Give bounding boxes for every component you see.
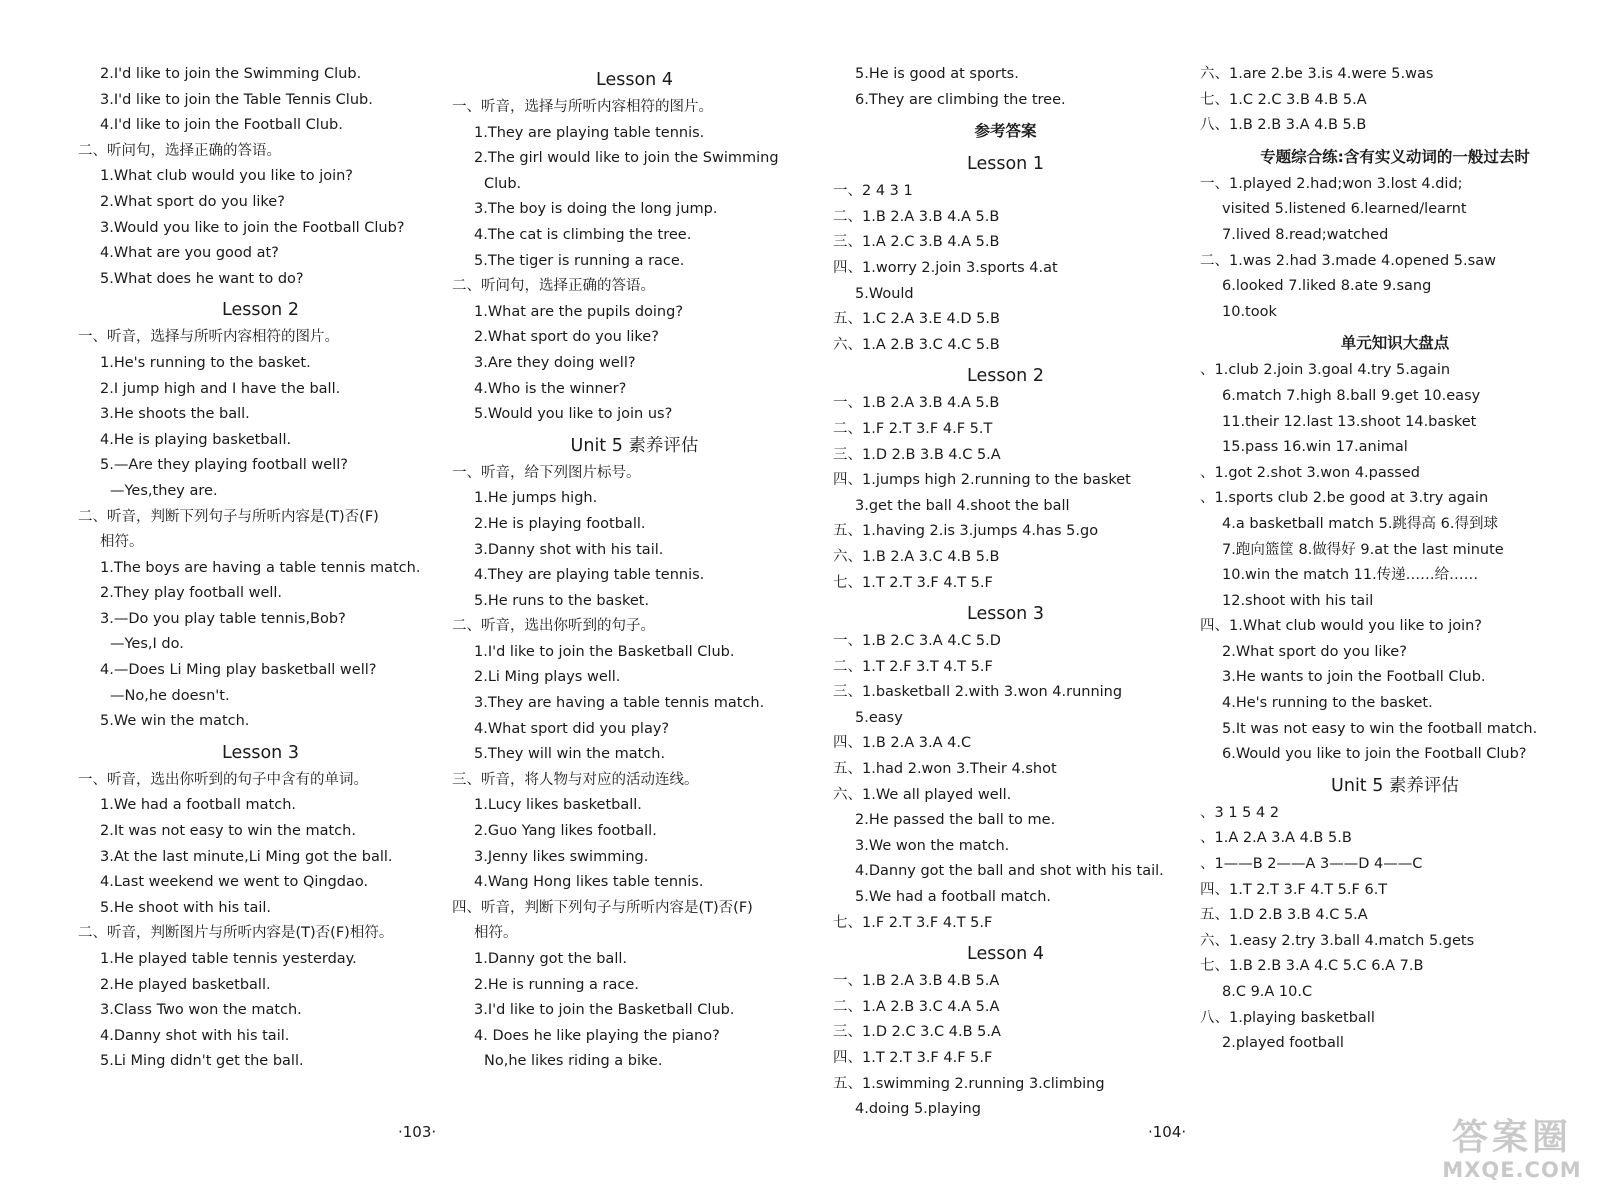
text-line: 4.I'd like to join the Football Club.	[100, 117, 343, 134]
text-line: 五、1.having 2.is 3.jumps 4.has 5.go	[833, 523, 1099, 540]
text-line: 4.Danny got the ball and shot with his tail.	[855, 863, 1164, 880]
text-line: 八、1.playing basketball	[1200, 1009, 1375, 1026]
text-line: 4.—Does Li Ming play basketball well?	[100, 662, 377, 679]
watermark-logo	[1432, 1118, 1592, 1198]
text-line: 、1.club 2.join 3.goal 4.try 5.again	[1200, 362, 1451, 379]
text-line: 二、听音，判断下列句子与所听内容是(T)否(F)	[78, 508, 379, 525]
text-line: 、1.sports club 2.be good at 3.try again	[1200, 490, 1489, 507]
text-line: 、1——B 2——A 3——D 4——C	[1200, 856, 1423, 873]
text-line: 3.At the last minute,Li Ming got the ball.	[100, 848, 393, 865]
text-line: 7.lived 8.read;watched	[1222, 226, 1389, 243]
text-line: 3.Jenny likes swimming.	[474, 848, 649, 865]
page-104-column-right	[1200, 62, 1590, 1057]
text-line: 二、1.A 2.B 3.C 4.A 5.A	[833, 998, 1000, 1015]
page-number-right: ·104·	[1148, 1123, 1187, 1141]
text-line: 2.What sport do you like?	[474, 329, 659, 346]
text-line: 2.He is running a race.	[474, 976, 639, 993]
text-line: 一、2 4 3 1	[833, 183, 913, 200]
section-heading: Lesson 2	[222, 300, 299, 321]
text-line: 1.He's running to the basket.	[100, 354, 311, 371]
text-line: 1.What are the pupils doing?	[474, 303, 684, 320]
text-line: 二、1.was 2.had 3.made 4.opened 5.saw	[1200, 252, 1496, 269]
text-line: 1.Danny got the ball.	[474, 951, 627, 967]
text-line: 一、1.B 2.C 3.A 4.C 5.D	[833, 633, 1001, 650]
text-line: 6.looked 7.liked 8.ate 9.sang	[1222, 278, 1432, 295]
section-heading: Lesson 3	[222, 742, 299, 763]
text-line: 15.pass 16.win 17.animal	[1222, 439, 1408, 456]
text-line: 2.He passed the ball to me.	[855, 812, 1056, 829]
section-heading: Lesson 2	[967, 366, 1044, 387]
text-line: 2.He played basketball.	[100, 976, 271, 993]
text-line: 一、听音，选择与所听内容相符的图片。	[78, 329, 339, 346]
text-line: 5.easy	[855, 709, 903, 726]
text-line: 4.Who is the winner?	[474, 380, 627, 397]
text-line: 4.What are you good at?	[100, 245, 279, 262]
text-line: 一、听音，给下列图片标号。	[452, 464, 641, 481]
text-line: 1.We had a football match.	[100, 797, 296, 814]
text-line: 4.Danny shot with his tail.	[100, 1027, 290, 1044]
text-line: 5.Would you like to join us?	[474, 406, 673, 423]
page-103-column-right	[452, 62, 817, 1075]
text-line: 2.The girl would like to join the Swimming	[474, 150, 779, 167]
text-line: 七、1.T 2.T 3.F 4.T 5.F	[833, 574, 993, 591]
text-line: 、3 1 5 4 2	[1200, 804, 1280, 821]
text-line: 一、1.played 2.had;won 3.lost 4.did;	[1200, 175, 1463, 192]
watermark-sub-text: MXQE.COM	[1442, 1158, 1582, 1182]
text-line: 4.What sport did you play?	[474, 720, 670, 737]
text-line: 三、听音，将人物与对应的活动连线。	[452, 771, 699, 788]
text-line: 二、听音，选出你听到的句子。	[452, 618, 655, 635]
text-line: 5.Li Ming didn't get the ball.	[100, 1053, 304, 1070]
text-line: 、1.A 2.A 3.A 4.B 5.B	[1200, 830, 1352, 847]
text-line: 2.What sport do you like?	[100, 193, 285, 210]
text-line: 三、1.D 2.C 3.C 4.B 5.A	[833, 1024, 1001, 1041]
text-line: 二、听问句，选择正确的答语。	[452, 278, 655, 295]
text-line: 1.He played table tennis yesterday.	[100, 951, 357, 967]
text-line: 5.The tiger is running a race.	[474, 252, 685, 269]
text-line: 5.—Are they playing football well?	[100, 457, 348, 474]
text-line: No,he likes riding a bike.	[484, 1053, 663, 1070]
text-line: 10.win the match 11.传递……给……	[1222, 567, 1479, 584]
text-line: 二、1.B 2.A 3.B 4.A 5.B	[833, 208, 1000, 225]
text-line: 二、听问句，选择正确的答语。	[78, 142, 281, 159]
text-line: 4.doing 5.playing	[855, 1101, 981, 1118]
text-line: 11.their 12.last 13.shoot 14.basket	[1222, 413, 1477, 430]
text-line: 四、1.T 2.T 3.F 4.F 5.F	[833, 1050, 993, 1066]
text-line: 八、1.B 2.B 3.A 4.B 5.B	[1200, 117, 1367, 134]
text-line: 四、1.What club would you like to join?	[1200, 618, 1483, 635]
text-line: 一、1.B 2.A 3.B 4.A 5.B	[833, 395, 1000, 412]
text-line: 3.Would you like to join the Football Club?	[100, 219, 405, 236]
text-line: 六、1.We all played well.	[833, 786, 1012, 803]
text-line: 5.Would	[855, 285, 914, 302]
text-line: 10.took	[1222, 303, 1277, 320]
text-line: 二、1.T 2.F 3.T 4.T 5.F	[833, 658, 993, 675]
text-line: 3.—Do you play table tennis,Bob?	[100, 610, 346, 627]
text-line: 3.get the ball 4.shoot the ball	[855, 497, 1070, 514]
text-line: 3.The boy is doing the long jump.	[474, 201, 718, 218]
text-line: 2.I jump high and I have the ball.	[100, 380, 341, 397]
text-line: 五、1.D 2.B 3.B 4.C 5.A	[1200, 907, 1368, 924]
text-line: 4.Last weekend we went to Qingdao.	[100, 874, 369, 891]
text-line: 四、1.T 2.T 3.F 4.T 5.F 6.T	[1200, 881, 1388, 898]
text-line: 七、1.F 2.T 3.F 4.T 5.F	[833, 914, 993, 931]
text-line: 一、听音，选择与所听内容相符的图片。	[452, 99, 713, 115]
text-line: 6.match 7.high 8.ball 9.get 10.easy	[1222, 387, 1481, 404]
text-line: 12.shoot with his tail	[1222, 592, 1374, 609]
text-line: 四、1.jumps high 2.running to the basket	[833, 472, 1131, 489]
text-line: 5.They will win the match.	[474, 746, 666, 763]
text-line: 3.He wants to join the Football Club.	[1222, 669, 1486, 686]
text-line: 六、1.A 2.B 3.C 4.C 5.B	[833, 336, 1000, 353]
section-heading: Lesson 3	[967, 604, 1044, 625]
text-line: 三、1.basketball 2.with 3.won 4.running	[833, 684, 1123, 701]
text-line: 5.It was not easy to win the football match.	[1222, 720, 1538, 737]
text-line: —Yes,they are.	[110, 482, 218, 499]
text-line: 二、1.F 2.T 3.F 4.F 5.T	[833, 420, 993, 437]
text-line: 4.They are playing table tennis.	[474, 567, 705, 584]
text-line: 五、1.had 2.won 3.Their 4.shot	[833, 761, 1057, 778]
section-heading: Unit 5 素养评估	[570, 435, 699, 456]
text-line: 5.He is good at sports.	[855, 66, 1019, 82]
text-line: 六、1.are 2.be 3.is 4.were 5.was	[1200, 66, 1434, 82]
section-heading: 参考答案	[974, 122, 1037, 141]
text-line: 7.跑向篮筐 8.做得好 9.at the last minute	[1222, 541, 1504, 558]
text-line: 相符。	[100, 534, 144, 551]
text-line: 3.I'd like to join the Table Tennis Club.	[100, 91, 373, 108]
text-line: 1.He jumps high.	[474, 490, 598, 507]
text-line: 3.Class Two won the match.	[100, 1002, 302, 1019]
text-line: 2.Li Ming plays well.	[474, 669, 621, 686]
text-line: 相符。	[474, 925, 518, 942]
text-line: 一、听音，选出你听到的句子中含有的单词。	[78, 771, 368, 788]
text-line: 四、1.B 2.A 3.A 4.C	[833, 735, 972, 752]
text-line: 七、1.C 2.C 3.B 4.B 5.A	[1200, 91, 1367, 108]
text-line: 4.He is playing basketball.	[100, 431, 292, 448]
text-line: 4.He's running to the basket.	[1222, 695, 1433, 712]
text-line: 4.Wang Hong likes table tennis.	[474, 874, 704, 891]
text-line: 5.He shoot with his tail.	[100, 899, 272, 916]
page-104-column-left	[833, 62, 1178, 1123]
page-103-column-left	[78, 62, 443, 1075]
text-line: —No,he doesn't.	[110, 687, 230, 704]
text-line: 5.He runs to the basket.	[474, 592, 650, 609]
section-heading: Lesson 1	[967, 154, 1044, 175]
text-line: 3.Danny shot with his tail.	[474, 541, 664, 558]
text-line: 二、听音，判断图片与所听内容是(T)否(F)相符。	[78, 925, 394, 942]
text-line: 1.What club would you like to join?	[100, 168, 354, 185]
text-line: 2.I'd like to join the Swimming Club.	[100, 66, 362, 82]
text-line: 2.He is playing football.	[474, 515, 646, 532]
text-line: 一、1.B 2.A 3.B 4.B 5.A	[833, 973, 1000, 990]
text-line: 三、1.D 2.B 3.B 4.C 5.A	[833, 446, 1001, 463]
text-line: 2.Guo Yang likes football.	[474, 823, 657, 840]
text-line: 六、1.B 2.A 3.C 4.B 5.B	[833, 548, 1000, 565]
page-number-left: ·103·	[398, 1123, 437, 1141]
text-line: 3.They are having a table tennis match.	[474, 695, 765, 712]
section-heading: Lesson 4	[967, 944, 1044, 965]
text-line: 4. Does he like playing the piano?	[474, 1027, 720, 1044]
text-line: 四、1.worry 2.join 3.sports 4.at	[833, 259, 1058, 276]
text-line: 4.a basketball match 5.跳得高 6.得到球	[1222, 515, 1498, 532]
text-line: 8.C 9.A 10.C	[1222, 984, 1313, 1000]
text-line: 4.The cat is climbing the tree.	[474, 226, 692, 243]
section-heading: Lesson 4	[596, 70, 673, 90]
text-line: 3.I'd like to join the Basketball Club.	[474, 1002, 735, 1019]
text-line: 6.Would you like to join the Football Club?	[1222, 746, 1527, 763]
text-line: 1.I'd like to join the Basketball Club.	[474, 643, 735, 660]
text-line: 1.The boys are having a table tennis match.	[100, 559, 421, 576]
watermark-main-text: 答案圈	[1451, 1117, 1572, 1158]
text-line: 2.What sport do you like?	[1222, 643, 1407, 660]
text-line: 1.Lucy likes basketball.	[474, 797, 642, 814]
section-heading: Unit 5 素养评估	[1331, 775, 1459, 796]
text-line: 2.It was not easy to win the match.	[100, 823, 356, 840]
text-line: 、1.got 2.shot 3.won 4.passed	[1200, 464, 1420, 481]
text-line: 2.They play football well.	[100, 585, 283, 602]
text-line: 5.We had a football match.	[855, 889, 1051, 906]
text-line: 3.Are they doing well?	[474, 354, 636, 371]
text-line: 5.We win the match.	[100, 713, 250, 730]
text-line: 3.We won the match.	[855, 837, 1010, 854]
section-heading: 单元知识大盘点	[1340, 334, 1450, 353]
text-line: 五、1.C 2.A 3.E 4.D 5.B	[833, 311, 1000, 328]
text-line: 5.What does he want to do?	[100, 270, 304, 287]
text-line: 3.He shoots the ball.	[100, 406, 250, 423]
text-line: 6.They are climbing the tree.	[855, 91, 1066, 108]
text-line: 1.They are playing table tennis.	[474, 124, 705, 141]
text-line: —Yes,I do.	[110, 636, 184, 653]
section-heading: 专题综合练:含有实义动词的一般过去时	[1260, 147, 1530, 166]
text-line: 四、听音，判断下列句子与所听内容是(T)否(F)	[452, 899, 753, 916]
text-line: visited 5.listened 6.learned/learnt	[1222, 201, 1467, 218]
text-line: 五、1.swimming 2.running 3.climbing	[833, 1075, 1105, 1092]
text-line: Club.	[484, 175, 522, 192]
text-line: 2.played football	[1222, 1035, 1344, 1052]
text-line: 六、1.easy 2.try 3.ball 4.match 5.gets	[1200, 932, 1475, 949]
text-line: 三、1.A 2.C 3.B 4.A 5.B	[833, 234, 1000, 251]
text-line: 七、1.B 2.B 3.A 4.C 5.C 6.A 7.B	[1200, 958, 1424, 975]
